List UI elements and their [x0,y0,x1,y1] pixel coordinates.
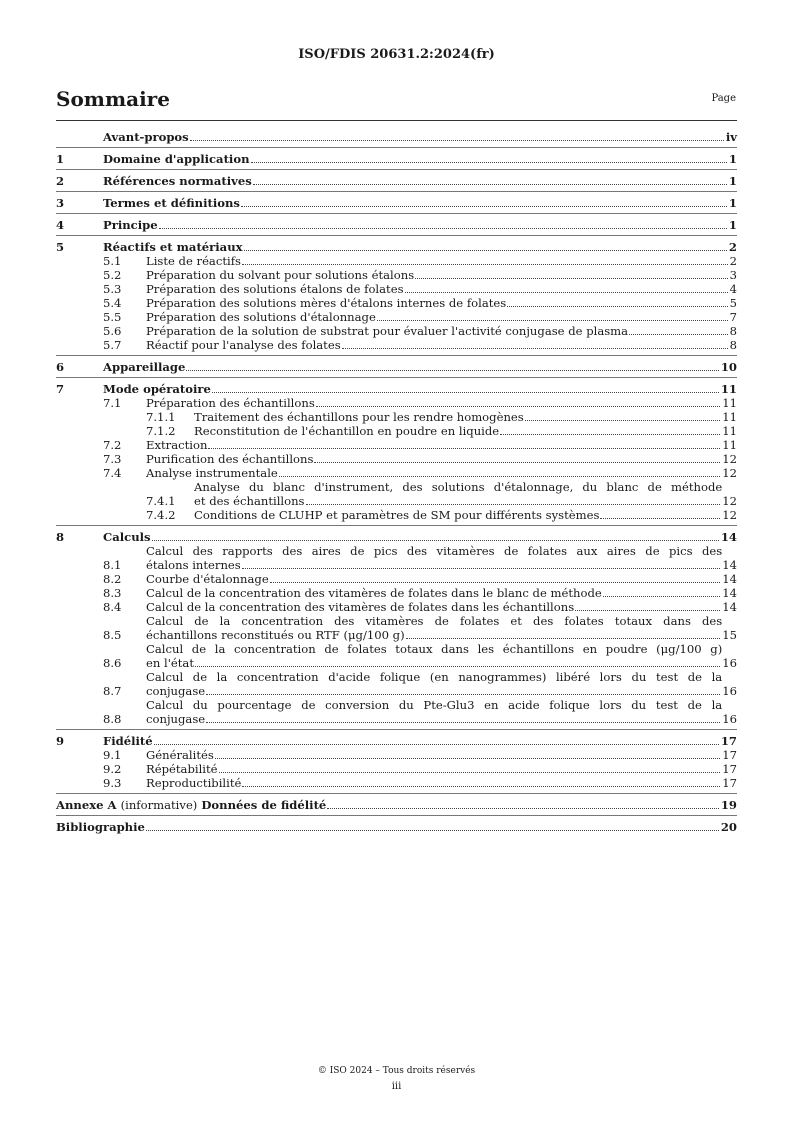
annex-informative: (informative) [120,798,198,812]
toc-entry-number: 9.2 [103,762,122,776]
leader-dots [146,830,719,831]
toc-page-number: iv [725,130,737,144]
toc-entry-number: 7.2 [103,438,122,452]
toc-entry-text: Réactifs et matériaux [103,240,243,254]
leader-dots [575,610,720,611]
toc-entry[interactable] [56,410,737,424]
toc-page-number: 20 [720,820,737,834]
toc-entry-text-continued: et des échantillons [194,494,305,508]
toc-entry-text-continued: conjugase [146,684,206,698]
leader-dots [603,596,721,597]
toc-entry-text: Calcul de la concentration d'acide folique (en nanogrammes) libéré lors du test de la [146,670,723,684]
title-rule [56,120,737,121]
leader-dots [405,292,728,293]
toc-entry-text: Généralités [146,748,214,762]
toc-entry-number: 8.4 [103,600,122,614]
leader-dots [316,406,720,407]
toc-page-number: 14 [720,530,737,544]
toc-entry-number: 9.1 [103,748,122,762]
toc-page-number: 1 [728,152,737,166]
toc-entry-text: Reproductibilité [146,776,242,790]
toc-entry-text: Réactif pour l'analyse des folates [146,338,341,352]
toc-entry-number: 3 [56,196,65,210]
leader-dots [212,392,719,393]
toc-page-number: 2 [729,254,737,268]
toc-entry[interactable] [56,698,737,726]
toc-entry-number: 8.6 [103,656,122,670]
toc-entry-number: 7.4.1 [146,494,176,508]
leader-dots [525,420,721,421]
toc-entry[interactable] [56,762,737,776]
toc-entry[interactable] [56,310,737,324]
toc-entry[interactable] [56,600,737,614]
toc-page-number: 11 [722,396,737,410]
toc-page-number: 1 [728,218,737,232]
toc-entry-number: 7.1 [103,396,122,410]
toc-entry-number: 8.5 [103,628,122,642]
leader-dots [253,184,727,185]
toc-entry-number: 5.3 [103,282,122,296]
toc-page-number: 14 [722,558,737,572]
toc-entry-text: Conditions de CLUHP et paramètres de SM pour différents systèmes [194,508,600,522]
toc-entry-text: Principe [103,218,158,232]
toc-entry-text: Reconstitution de l'échantillon en poudre en liquide [194,424,500,438]
toc-page-number: 11 [722,424,737,438]
toc-entry-text: Mode opératoire [103,382,211,396]
toc-entry-text: Avant-propos [103,130,189,144]
toc-page-number: 12 [722,508,737,522]
leader-dots [415,278,727,279]
leader-dots [241,206,727,207]
toc-entry-number: 6 [56,360,65,374]
toc-page-number: 17 [722,748,737,762]
leader-dots [507,306,727,307]
toc-entry[interactable] [56,296,737,310]
toc-separator [56,729,737,730]
toc-entry-annex-a[interactable] [56,798,737,812]
toc-entry[interactable] [56,642,737,670]
toc-page-number: 1 [728,174,737,188]
toc-entry-number: 7 [56,382,65,396]
toc-page-number: 11 [720,382,737,396]
leader-dots [206,722,720,723]
toc-page-number: 16 [722,684,737,698]
leader-dots [154,744,719,745]
annex-title: Données de fidélité [201,798,327,812]
toc-page-number: 12 [722,466,737,480]
page-number: iii [391,1081,402,1092]
toc-entry-text: Calcul de la concentration des vitamères de folates dans le blanc de méthode [146,586,602,600]
toc-entry-text: Répétabilité [146,762,218,776]
toc-separator [56,147,737,148]
toc-page-number: 12 [722,494,737,508]
toc-separator [56,191,737,192]
leader-dots [219,772,721,773]
leader-dots [251,162,727,163]
toc-entry[interactable] [56,254,737,268]
toc-separator [56,793,737,794]
page-column-label: Page [711,93,736,104]
toc-entry-number: 8.8 [103,712,122,726]
toc-entry-text: Traitement des échantillons pour les rendre homogènes [194,410,524,424]
toc-page-number: 15 [722,628,737,642]
leader-dots [377,320,728,321]
toc-entry-number: 5.4 [103,296,122,310]
toc-page-number: 1 [728,196,737,210]
toc-entry[interactable] [56,382,737,396]
toc-page-number: 4 [729,282,737,296]
toc-entry-text: Préparation des solutions d'étalonnage [146,310,376,324]
toc-entry[interactable] [56,396,737,410]
toc-separator [56,377,737,378]
toc-entry-number: 5.2 [103,268,122,282]
toc-entry-text: Préparation de la solution de substrat pour évaluer l'activité conjugase de plasma [146,324,629,338]
leader-dots [327,808,719,809]
toc-entry-text: Préparation des solutions mères d'étalons internes de folates [146,296,507,310]
toc-page-number: 17 [722,776,737,790]
toc-entry[interactable] [56,452,737,466]
toc-separator [56,525,737,526]
toc-entry[interactable] [56,240,737,254]
toc-entry[interactable] [56,586,737,600]
leader-dots [206,694,720,695]
toc-entry-text: Analyse instrumentale [146,466,278,480]
toc-entry-text: Calcul du pourcentage de conversion du Pte-Glu3 en acide folique lors du test de la [146,698,723,712]
toc-entry-text: Bibliographie [56,820,145,834]
toc-entry-text: Calculs [103,530,151,544]
toc-page-number: 3 [729,268,737,282]
leader-dots [270,582,721,583]
leader-dots [342,348,728,349]
toc-entry-number: 8 [56,530,65,544]
toc-entry-text: Appareillage [103,360,186,374]
toc-entry-text: Purification des échantillons [146,452,314,466]
toc-entry[interactable] [56,152,737,166]
toc-page-number: 12 [722,452,737,466]
leader-dots [500,434,720,435]
toc-entry-text: Calcul des rapports des aires de pics des vitamères de folates aux aires de pics des [146,544,723,558]
toc-entry-text-continued: échantillons reconstitués ou RTF (μg/100 g) [146,628,405,642]
toc-entry-text: Termes et définitions [103,196,240,210]
toc-entry-text: Liste de réactifs [146,254,241,268]
toc-page-number: 14 [722,586,737,600]
toc-page-number: 11 [722,438,737,452]
toc-separator [56,815,737,816]
leader-dots [195,666,720,667]
toc-page-number: 16 [722,712,737,726]
leader-dots [186,370,718,371]
toc-entry-text: Calcul de la concentration des vitamères de folates et des folates totaux dans des [146,614,723,628]
toc-entry[interactable] [56,338,737,352]
toc-entry[interactable] [56,508,737,522]
toc-entry-number: 5.1 [103,254,122,268]
toc-entry[interactable] [56,424,737,438]
toc-entry-number: 7.3 [103,452,122,466]
toc-entry-text-continued: étalons internes [146,558,241,572]
toc-entry[interactable] [56,480,737,508]
leader-dots [242,264,728,265]
toc-entry[interactable] [56,572,737,586]
toc-page-number: 17 [722,762,737,776]
toc-entry-number: 5.6 [103,324,122,338]
toc-page-number: 10 [720,360,737,374]
leader-dots [629,334,728,335]
toc-entry-number: 2 [56,174,65,188]
toc-entry-number: 9.3 [103,776,122,790]
toc-entry-text: Préparation du solvant pour solutions étalons [146,268,415,282]
toc-entry-number: 8.2 [103,572,122,586]
toc-entry[interactable] [56,776,737,790]
toc-entry[interactable] [56,324,737,338]
toc-separator [56,169,737,170]
toc-entry-text: Préparation des échantillons [146,396,315,410]
toc-entry-text: Calcul de la concentration des vitamères de folates dans les échantillons [146,600,575,614]
annex-prefix: Annexe A [56,798,117,812]
toc-page-number: 8 [729,338,737,352]
toc-entry[interactable] [56,466,737,480]
document-header: ISO/FDIS 20631.2:2024(fr) [298,47,495,62]
leader-dots [314,462,720,463]
toc-entry-number: 1 [56,152,65,166]
toc-entry-text: Calcul de la concentration de folates totaux dans les échantillons en poudre (μg/100 g) [146,642,723,656]
toc-entry-text: Analyse du blanc d'instrument, des solutions d'étalonnage, du blanc de méthode [194,480,723,494]
toc-entry-number: 7.4.2 [146,508,176,522]
toc-separator [56,235,737,236]
toc-entry-number: 5.5 [103,310,122,324]
leader-dots [208,448,720,449]
toc-entry-text-continued: en l'état [146,656,194,670]
toc-page-number: 8 [729,324,737,338]
leader-dots [190,140,724,141]
toc-entry-text: Références normatives [103,174,252,188]
toc-entry-text: Préparation des solutions étalons de folates [146,282,404,296]
toc-entry-number: 4 [56,218,65,232]
leader-dots [306,504,721,505]
toc-entry-number: 5.7 [103,338,122,352]
toc-entry[interactable] [56,748,737,762]
toc-entry-text: Domaine d'application [103,152,250,166]
toc-page-number: 11 [722,410,737,424]
toc-entry-number: 5 [56,240,65,254]
toc-entry[interactable] [56,130,737,144]
copyright-footer: © ISO 2024 – Tous droits réservés [317,1066,476,1076]
toc-entry[interactable] [56,670,737,698]
toc-separator [56,355,737,356]
toc-page-number: 2 [728,240,737,254]
toc-page-number: 7 [729,310,737,324]
toc-entry-number: 8.7 [103,684,122,698]
toc-page-number: 19 [720,798,737,812]
leader-dots [406,638,721,639]
leader-dots [242,568,720,569]
leader-dots [215,758,720,759]
toc-entry-text-continued: conjugase [146,712,206,726]
toc-entries [56,130,737,790]
toc-page-number: 17 [720,734,737,748]
leader-dots [242,786,720,787]
toc-separator [56,213,737,214]
toc-page-number: 14 [722,600,737,614]
toc-entry[interactable] [56,174,737,188]
toc-page-number: 16 [722,656,737,670]
toc-entry-number: 8.1 [103,558,122,572]
toc-page-number: 5 [729,296,737,310]
leader-dots [159,228,727,229]
toc-entry[interactable] [56,360,737,374]
toc-entry[interactable] [56,218,737,232]
toc-entry[interactable] [56,544,737,572]
toc-entry[interactable] [56,530,737,544]
toc-entry-number: 9 [56,734,65,748]
toc-entry-text: Extraction [146,438,208,452]
toc-entry-number: 7.4 [103,466,122,480]
leader-dots [279,476,720,477]
toc-entry-number: 7.1.2 [146,424,176,438]
leader-dots [600,518,720,519]
leader-dots [244,250,727,251]
leader-dots [152,540,719,541]
toc-page-number: 14 [722,572,737,586]
toc-entry[interactable] [56,268,737,282]
toc-entry-number: 8.3 [103,586,122,600]
toc-title: Sommaire [56,87,170,111]
table-of-contents [56,130,737,834]
toc-entry[interactable] [56,734,737,748]
toc-entry-text: Fidélité [103,734,153,748]
toc-entry-bibliographie[interactable] [56,820,737,834]
toc-entry-text: Courbe d'étalonnage [146,572,269,586]
toc-entry[interactable] [56,196,737,210]
toc-entry[interactable] [56,282,737,296]
toc-entry-number: 7.1.1 [146,410,176,424]
toc-entry[interactable] [56,614,737,642]
toc-entry[interactable] [56,438,737,452]
